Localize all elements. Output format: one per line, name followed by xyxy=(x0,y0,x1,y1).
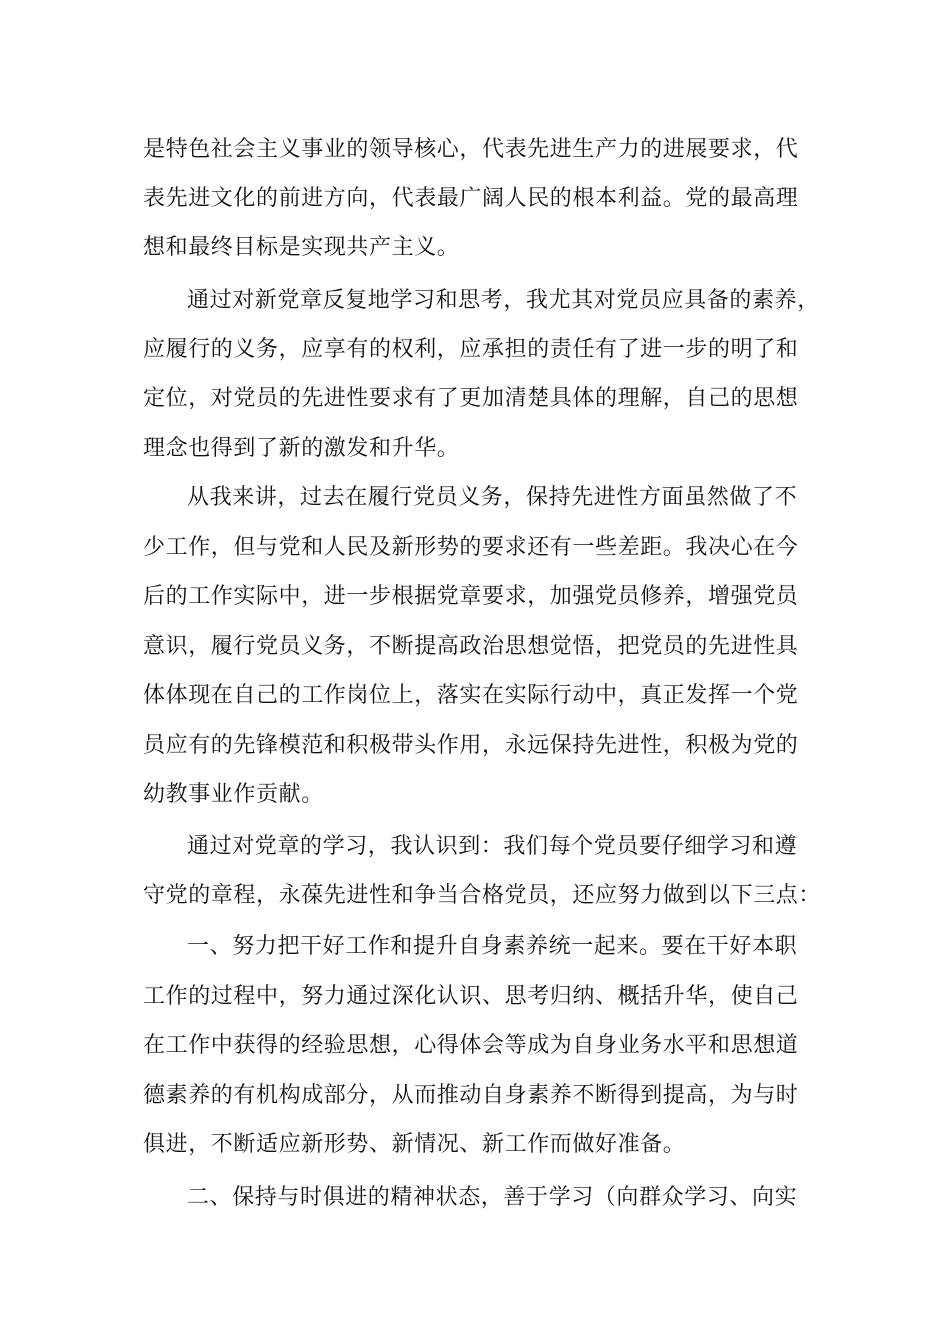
text-line: 从我来讲，过去在履行党员义务，保持先进性方面虽然做了不 xyxy=(187,485,798,510)
text-line: 幼教事业作贡献。 xyxy=(143,782,324,807)
text-line: 后的工作实际中，进一步根据党章要求，加强党员修养，增强党员 xyxy=(143,584,799,609)
text-line: 通过对党章的学习，我认识到：我们每个党员要仔细学习和遵 xyxy=(187,834,798,859)
text-line: 俱进，不断适应新形势、新情况、新工作而做好准备。 xyxy=(143,1132,686,1157)
text-line: 少工作，但与党和人民及新形势的要求还有一些差距。我决心在今 xyxy=(143,535,799,560)
text-line: 是特色社会主义事业的领导核心，代表先进生产力的进展要求，代 xyxy=(143,137,799,162)
text-line: 二、保持与时俱进的精神状态，善于学习（向群众学习、向实 xyxy=(187,1185,798,1210)
text-line: 通过对新党章反复地学习和思考，我尤其对党员应具备的素养， xyxy=(187,288,820,313)
text-line: 员应有的先锋模范和积极带头作用，永远保持先进性，积极为党的 xyxy=(143,733,799,758)
text-line: 表先进文化的前进方向，代表最广阔人民的根本利益。党的最高理 xyxy=(143,186,799,211)
text-line: 守党的章程，永葆先进性和争当合格党员，还应努力做到以下三点： xyxy=(143,883,822,908)
text-line: 意识，履行党员义务，不断提高政治思想觉悟，把党员的先进性具 xyxy=(143,634,799,659)
text-line: 体体现在自己的工作岗位上，落实在实际行动中，真正发挥一个党 xyxy=(143,683,799,708)
text-line: 在工作中获得的经验思想，心得体会等成为自身业务水平和思想道 xyxy=(143,1033,799,1058)
text-line: 工作的过程中，努力通过深化认识、思考归纳、概括升华，使自己 xyxy=(143,984,799,1009)
text-line: 定位，对党员的先进性要求有了更加清楚具体的理解，自己的思想 xyxy=(143,386,799,411)
text-line: 一、努力把干好工作和提升自身素养统一起来。要在干好本职 xyxy=(187,934,798,959)
text-line: 应履行的义务，应享有的权利，应承担的责任有了进一步的明了和 xyxy=(143,337,799,362)
text-line: 理念也得到了新的激发和升华。 xyxy=(143,436,460,461)
text-line: 德素养的有机构成部分，从而推动自身素养不断得到提高，为与时 xyxy=(143,1083,799,1108)
text-line: 想和最终目标是实现共产主义。 xyxy=(143,235,460,260)
